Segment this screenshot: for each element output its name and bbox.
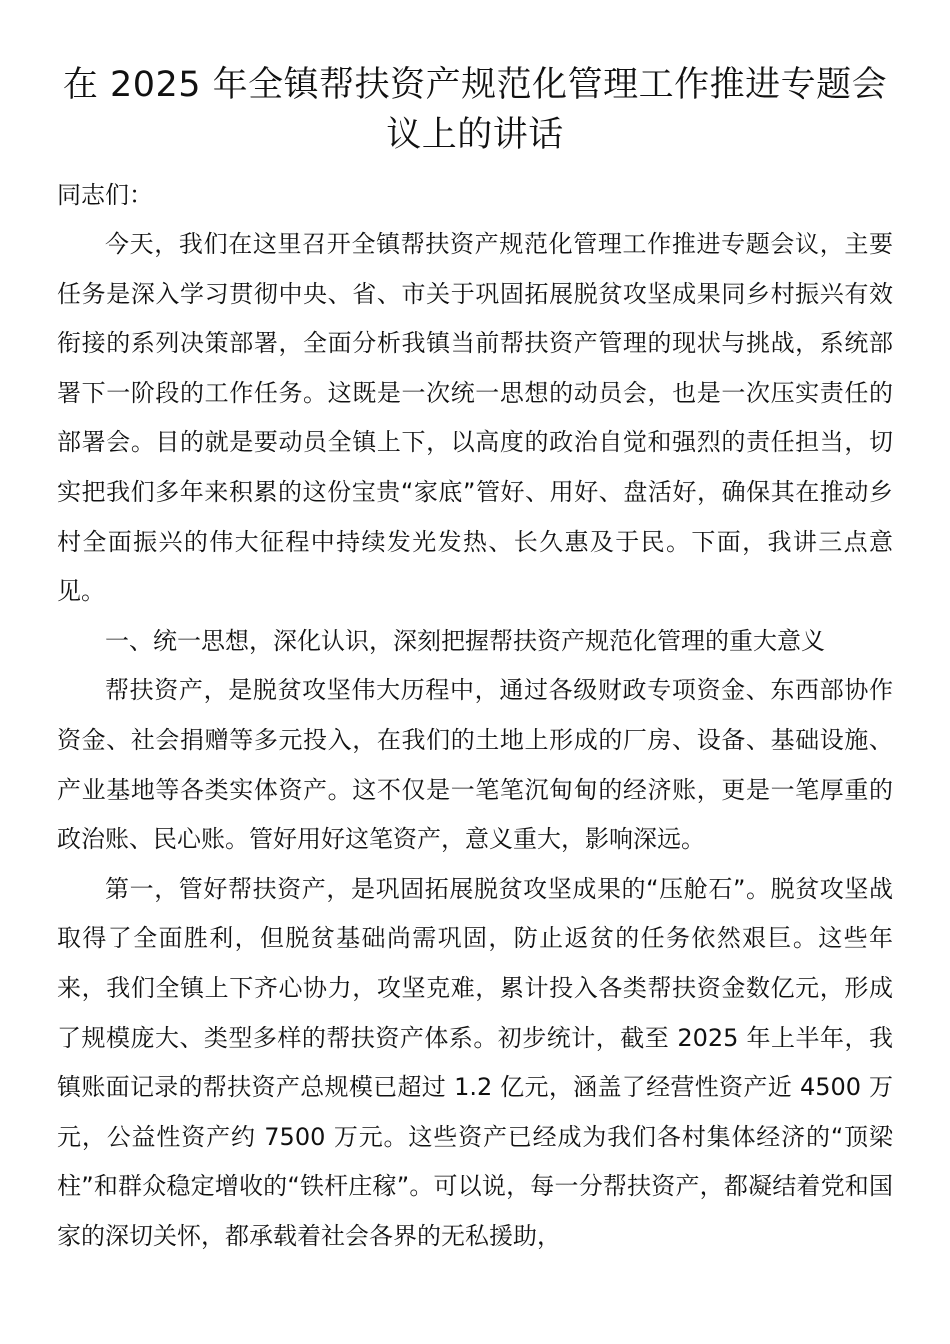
document-title: 在 2025 年全镇帮扶资产规范化管理工作推进专题会议上的讲话 [62,65,888,155]
section-heading-1: 一、统一思想，深化认识，深刻把握帮扶资产规范化管理的重大意义 [105,626,825,655]
paragraph-intro: 今天，我们在这里召开全镇帮扶资产规范化管理工作推进专题会议，主要任务是深入学习贯彻中央、省、市关于巩固拓展脱贫攻坚成果同乡村振兴有效衔接的系列决策部署，全面分析我镇当前帮扶资产管理的现状与挑战，系统部署下一阶段的工作任务。这既是一次统一思想的动员会，也是一次压实责任的部署会。目的就是要动员全镇上下，以高度的政治自觉和强烈的责任担当，切实把我们多年来积累的这份宝贵“家底”管好、用好、盘活好，确保其在推动乡村全面振兴的伟大征程中持续发光发热、长久惠及于民。下面，我讲三点意见。 [57,230,893,606]
document-page [57,60,893,1261]
greeting: 同志们： [57,181,153,209]
paragraph-point-1: 第一，管好帮扶资产，是巩固拓展脱贫攻坚成果的“压舱石”。脱贫攻坚战取得了全面胜利，但脱贫基础尚需巩固，防止返贫的任务依然艰巨。这些年来，我们全镇上下齐心协力，攻坚克难，累计投入各类帮扶资金数亿元，形成了规模庞大、类型多样的帮扶资产体系。初步统计，截至 2025 年上半年，我镇账面记录的帮扶资产总规模已超过 1.2 亿元，涵盖了经营性资产近 4500 万元，公益性资产约 7500 万元。这些资产已经成为我们各村集体经济的“顶梁柱”和群众稳定增收的“铁杆庄稼”。可以说，每一分帮扶资产，都凝结着党和国家的深切关怀，都承载着社会各界的无私援助， [57,874,893,1250]
paragraph-assets-definition: 帮扶资产，是脱贫攻坚伟大历程中，通过各级财政专项资金、东西部协作资金、社会捐赠等多元投入，在我们的土地上形成的厂房、设备、基础设施、产业基地等各类实体资产。这不仅是一笔笔沉甸甸的经济账，更是一笔厚重的政治账、民心账。管好用好这笔资产，意义重大，影响深远。 [57,676,893,854]
